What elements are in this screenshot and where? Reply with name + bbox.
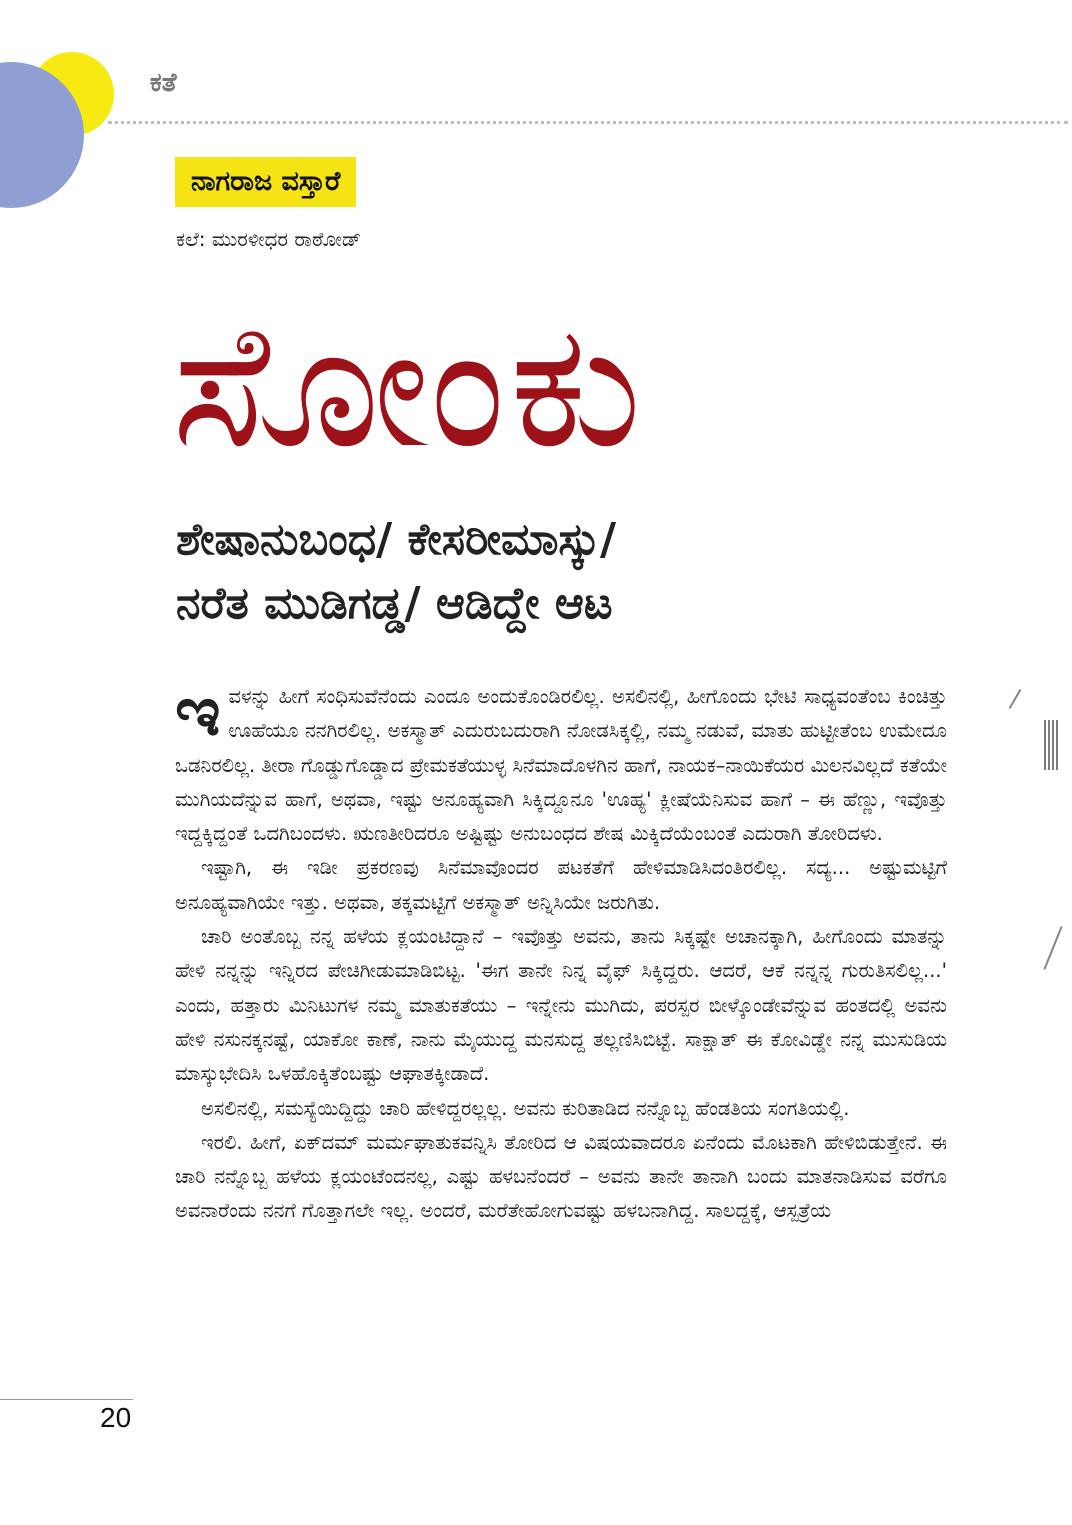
article-paragraph [175,670,947,851]
scan-mark [1044,720,1058,770]
drop-cap: ಇ [175,670,221,752]
article-paragraph: ಇಷ್ಟಾಗಿ, ಈ ಇಡೀ ಪ್ರಕರಣವು ಸಿನೆಮಾವೊಂದರ ಪಟಕತೆಗೆ ಹೇಳಿಮಾಡಿಸಿದಂತಿರಲಿಲ್ಲ. ಸದ್ಯ... ಅಷ್ಟುಮಟ್ಟಿಗೆ ಅನೂಹ್ಯವಾಗಿಯೇ ಇತ್ತು. ಅಥವಾ, ತಕ್ಕಮಟ್ಟಿಗೆ ಅಕಸ್ಮಾತ್ ಅನ್ನಿಸಿಯೇ ಜರುಗಿತು. [175,856,947,914]
story-subtitle [176,508,616,636]
footer-rule [0,1399,133,1400]
article-body [175,670,947,1229]
subtitle-line-1: ಶೇಷಾನುಬಂಧ/ ಕೇಸರೀಮಾಸ್ಕು/ [176,514,617,565]
page-number: 20 [100,1402,132,1433]
scan-mark [1009,689,1022,709]
scan-mark [1043,926,1062,969]
art-credit: ಕಲೆ: ಮುರಳೀಧರ ರಾಠೋಡ್ [176,227,362,251]
author-name: ನಾಗರಾಜ ವಸ್ತಾರೆ [191,166,341,197]
section-label: ಕತೆ [150,68,177,98]
story-title: ಸೋಂಕು [172,285,646,486]
paragraph-text: ವಳನ್ನು ಹೀಗೆ ಸಂಧಿಸುವೆನೆಂದು ಎಂದೂ ಅಂದುಕೊಂಡಿರಲಿಲ್ಲ. ಅಸಲಿನಲ್ಲಿ, ಹೀಗೊಂದು ಭೇಟಿ ಸಾಧ್ಯವಂತೆಂಬ ಕಿಂಚಿತ್ತು ಊಹೆಯೂ ನನಗಿರಲಿಲ್ಲ. ಅಕಸ್ಮಾತ್ ಎದುರುಬದುರಾಗಿ ನೋಡಸಿಕ್ಕಲ್ಲಿ, ನಮ್ಮ ನಡುವೆ, ಮಾತು ಹುಟ್ಟೀತೆಂಬ ಉಮೇದೂ ಒಡನಿರಲಿಲ್ಲ. ತೀರಾ ಗೊಡ್ಡುಗೊಡ್ಡಾದ ಪ್ರೇಮಕತೆಯುಳ್ಳ ಸಿನೆಮಾದೊಳಗಿನ ಹಾಗೆ, ನಾಯಕ–ನಾಯಿಕೆಯರ ಮಿಲನವಿಲ್ಲದೆ ಕತೆಯೇ ಮುಗಿಯದೆನ್ನುವ ಹಾಗೆ, ಅಥವಾ, ಇಷ್ಟು ಅನೂಹ್ಯವಾಗಿ ಸಿಕ್ಕಿದ್ದೂನೂ 'ಊಹ್ಯ' ಕ್ಲೀಷೆಯೆನಿಸುವ ಹಾಗೆ – ಈ ಹೆಣ್ಣು, ಇವೊತ್ತು ಇದ್ದಕ್ಕಿದ್ದಂತೆ ಒದಗಿಬಂದಳು. ಋಣತೀರಿದರೂ ಅಷ್ಟಿಷ್ಟು ಅನುಬಂಧದ ಶೇಷ ಮಿಕ್ಕಿದೆಯೆಂಬಂತೆ ಎದುರಾಗಿ ತೋರಿದಳು. [175,685,947,846]
article-paragraph: ಅಸಲಿನಲ್ಲಿ, ಸಮಸ್ಯೆಯಿದ್ದಿದ್ದು ಚಾರಿ ಹೇಳಿದ್ದರಲ್ಲಲ್ಲ. ಅವನು ಕುರಿತಾಡಿದ ನನ್ನೊಬ್ಬ ಹೆಂಡತಿಯ ಸಂಗತಿಯಲ್ಲಿ. [201,1096,850,1120]
subtitle-line-2: ನರೆತ ಮುಡಿಗಡ್ಡ/ ಆಡಿದ್ದೇ ಆಟ [176,578,613,629]
article-paragraph: ಇರಲಿ. ಹೀಗೆ, ಏಕ್‌ದಮ್ ಮರ್ಮಘಾತುಕವನ್ನಿಸಿ ತೋರಿದ ಆ ವಿಷಯವಾದರೂ ಏನೆಂದು ಮೊಟಕಾಗಿ ಹೇಳಿಬಿಡುತ್ತೇನೆ. ಈ ಚಾರಿ ನನ್ನೊಬ್ಬ ಹಳೆಯ ಕ್ಲಯಂಟೆಂದನಲ್ಲ, ಎಷ್ಟು ಹಳಬನೆಂದರೆ – ಅವನು ತಾನೇ ತಾನಾಗಿ ಬಂದು ಮಾತನಾಡಿಸುವ ವರೆಗೂ ಅವನಾರೆಂದು ನನಗೆ ಗೊತ್ತಾಗಲೇ ಇಲ್ಲ. ಅಂದರೆ, ಮರೆತೇಹೋಗುವಷ್ಟು ಹಳಬನಾಗಿದ್ದ. ಸಾಲದ್ದಕ್ಕೆ, ಆಸ್ಪತ್ರೆಯ [175,1130,947,1223]
article-paragraph: ಚಾರಿ ಅಂತೊಬ್ಬ ನನ್ನ ಹಳೆಯ ಕ್ಲಯಂಟಿದ್ದಾನೆ – ಇವೊತ್ತು ಅವನು, ತಾನು ಸಿಕ್ಕಷ್ಟೇ ಅಚಾನಕ್ಕಾಗಿ, ಹೀಗೊಂದು ಮಾತನ್ನು ಹೇಳಿ ನನ್ನನ್ನು ಇನ್ನಿರದ ಪೇಚಿಗೀಡುಮಾಡಿಬಿಟ್ಟ. 'ಈಗ ತಾನೇ ನಿನ್ನ ವೈಫ್ ಸಿಕ್ಕಿದ್ದರು. ಆದರೆ, ಆಕೆ ನನ್ನನ್ನ ಗುರುತಿಸಲಿಲ್ಲ...' ಎಂದು, ಹತ್ತಾರು ಮಿನಿಟುಗಳ ನಮ್ಮ ಮಾತುಕತೆಯು – ಇನ್ನೇನು ಮುಗಿದು, ಪರಸ್ಪರ ಬೀಳ್ಕೊಂಡೇವೆನ್ನುವ ಹಂತದಲ್ಲಿ ಅವನು ಹೇಳಿ ನಸುನಕ್ಕನಷ್ಟೆ, ಯಾಕೋ ಕಾಣೆ, ನಾನು ಮೈಯುದ್ದ ಮನಸುದ್ದ ತಲ್ಲಣಿಸಿಬಿಟ್ಟೆ. ಸಾಕ್ಷಾತ್ ಈ ಕೋವಿಡ್ಡೇ ನನ್ನ ಮುಸುಡಿಯ ಮಾಸ್ಕುಭೇದಿಸಿ ಒಳಹೊಕ್ಕಿತೆಂಬಷ್ಟು ಆಘಾತಕ್ಕೀಡಾದೆ. [175,925,947,1086]
dotted-divider [108,121,1068,124]
author-box [175,157,356,207]
